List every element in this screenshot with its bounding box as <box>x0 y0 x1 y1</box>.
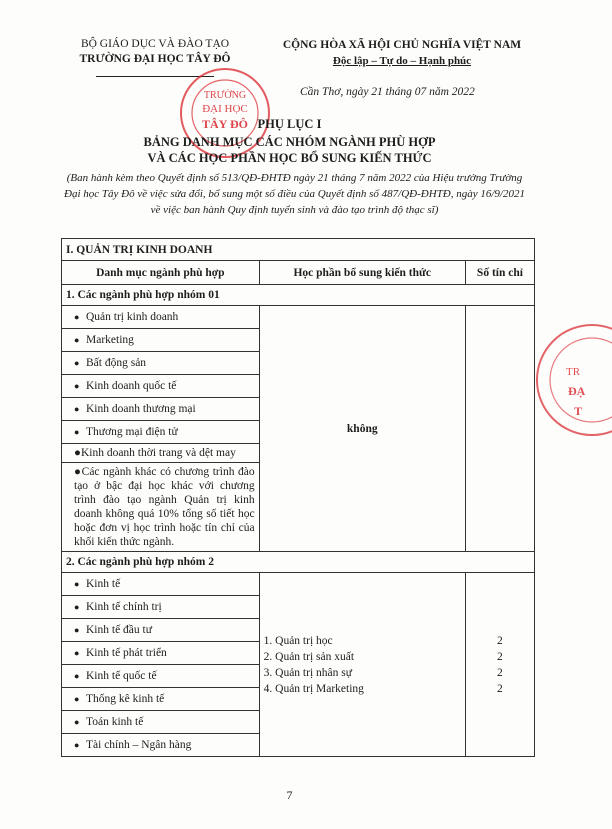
header-row <box>62 261 535 285</box>
svg-text:ĐẠ: ĐẠ <box>568 384 586 398</box>
group-2-title: 2. Các ngành phù hợp nhóm 2 <box>62 552 535 573</box>
table-row <box>62 306 535 329</box>
country-name: CỘNG HÒA XÃ HỘI CHỦ NGHĨA VIỆT NAM <box>282 39 522 51</box>
credit-value: 2 <box>497 682 503 695</box>
course-item: 2. Quản trị sản xuất <box>263 650 355 663</box>
university-name: TRƯỜNG ĐẠI HỌC TÂY ĐÔ <box>79 53 231 65</box>
seal-text-2: ĐẠI HỌC <box>202 103 248 115</box>
svg-text:T: T <box>574 404 583 418</box>
appendix-title: PHỤ LỤC I <box>257 117 322 131</box>
credit-value: 2 <box>497 666 503 679</box>
list-item: ● Kinh tế <box>62 573 260 596</box>
issuance-description: (Ban hành kèm theo Quyết định số 513/QĐ-ĐHTĐ ngày 21 tháng 7 năm 2022 của Hiệu trưởng Trường Đại học Tây Đô về việc sửa đổi, bổ sung một số điều của Quyết định số 487/QĐ-ĐHTĐ, ngày 16/9/2021 về việc ban hành Quy định tuyển sinh và đào tạo trình độ thạc sĩ) <box>64 172 525 216</box>
list-item: ● Thương mại điện tử <box>62 421 260 444</box>
group-2-courses <box>259 573 465 757</box>
col-header-courses: Học phần bổ sung kiến thức <box>259 261 465 285</box>
subtitle-line-2: VÀ CÁC HỌC PHẦN HỌC BỔ SUNG KIẾN THỨC <box>147 151 432 165</box>
col-header-majors: Danh mục ngành phù hợp <box>62 261 260 285</box>
list-item: ● Kinh tế phát triển <box>62 642 260 665</box>
date-line: Cần Thơ, ngày 21 tháng 07 năm 2022 <box>300 86 475 98</box>
list-item: ● Kinh doanh quốc tế <box>62 375 260 398</box>
margin-seal <box>532 320 612 440</box>
page-number: 7 <box>286 788 293 802</box>
ministry-name: BỘ GIÁO DỤC VÀ ĐÀO TẠO <box>80 38 230 50</box>
list-item: ●Kinh doanh thời trang và dệt may <box>62 444 260 463</box>
list-item: ● Kinh tế đầu tư <box>62 619 260 642</box>
course-item: 3. Quản trị nhân sự <box>263 666 352 679</box>
subtitle-line-1: BẢNG DANH MỤC CÁC NHÓM NGÀNH PHÙ HỢP <box>143 135 436 149</box>
major-table <box>61 238 535 757</box>
table-row <box>62 573 535 596</box>
list-item: ● Thống kê kinh tế <box>62 688 260 711</box>
appendix-subtitle <box>0 134 579 166</box>
list-item: ●Các ngành khác có chương trình đào tạo ở bậc đại học khác với chương trình đào tạo ngành Quản trị kinh doanh không quá 10% tổng số tiết học hoặc đơn vị học trình hoặc tín chỉ của khối kiến thức ngành. <box>62 463 260 552</box>
course-item: 1. Quản trị học <box>263 634 333 647</box>
list-item: ● Kinh tế chính trị <box>62 596 260 619</box>
group-1-supplement: không <box>259 306 465 552</box>
col-header-credits: Số tín chỉ <box>465 261 534 285</box>
credit-value: 2 <box>497 634 503 647</box>
group-2-credits <box>465 573 534 757</box>
seal-text-1: TRƯỜNG <box>203 90 247 101</box>
credit-value: 2 <box>497 650 503 663</box>
header-right <box>262 37 542 69</box>
course-item: 4. Quản trị Marketing <box>263 682 364 695</box>
list-item: ● Bất động sản <box>62 352 260 375</box>
list-item: ● Kinh doanh thương mại <box>62 398 260 421</box>
list-item: ● Kinh tế quốc tế <box>62 665 260 688</box>
seal-text-3: TÂY ĐÔ <box>202 117 248 131</box>
group-1-credits <box>465 306 534 552</box>
section-title: I. QUẢN TRỊ KINH DOANH <box>62 239 535 261</box>
list-item: ● Tài chính – Ngân hàng <box>62 734 260 757</box>
svg-text:TR: TR <box>566 366 581 378</box>
list-item: ● Marketing <box>62 329 260 352</box>
list-item: ● Quản trị kinh doanh <box>62 306 260 329</box>
section-row <box>62 239 535 261</box>
list-item: ● Toán kinh tế <box>62 711 260 734</box>
national-motto: Độc lập – Tự do – Hạnh phúc <box>332 55 472 67</box>
group-1-title: 1. Các ngành phù hợp nhóm 01 <box>62 285 535 306</box>
group-2-row <box>62 552 535 573</box>
group-1-row <box>62 285 535 306</box>
